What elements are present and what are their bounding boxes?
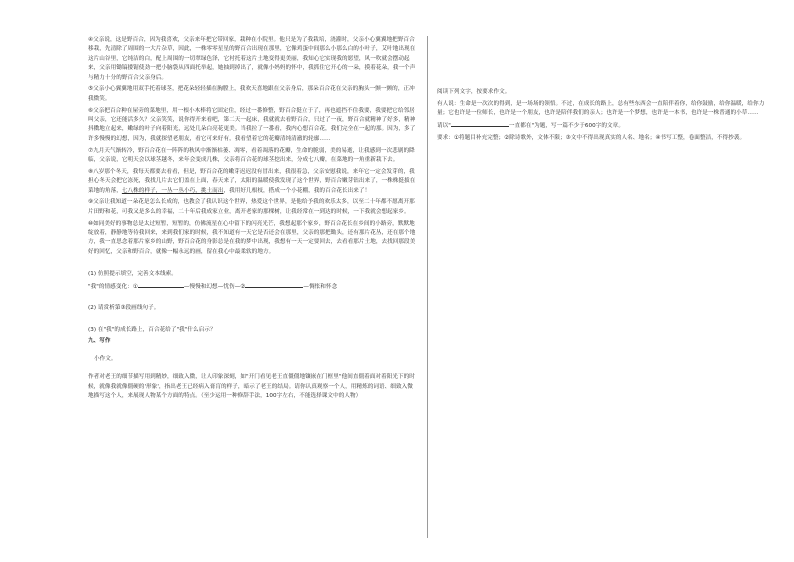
paragraph-8: ⑧八岁那个冬天，我每天都要去看看，但是，野百合花的嫩芽迟迟没有冒出来，我很着急，父亲安慰我说，来年它一定会发芽的，我担心冬天会把它冻死，我找几片去它们盖在上面，春天来了，太阳的温暖使我发现了这个世界，野百合嫩芽钻出来了，一株株挺拔在菜地的角落，七八株的样子，一丛一丛小巧，挑土而出，我用好几根枝，搭成一个小花棚，我的百合花长出来了！ (88, 168, 416, 194)
title-suffix: 一直都在"为题，写一篇不少于600字的文章。 (508, 123, 624, 129)
question-2: (2) 请赏析第③段画线句子。 (88, 305, 160, 312)
paragraph-5: ⑤父亲小心翼翼地用双手托着球茎，把花朵轻轻插在胸膛上，我欢天喜地跟在父亲身后，那朵百合花在父亲的胸头一颤一颤的，正冲我微笑。 (88, 86, 415, 102)
left-column (88, 36, 418, 401)
writing-prompt-intro: 阅读下列文字，按要求作文。 (437, 89, 511, 95)
q1-part-a: "我"的情感变化：① (88, 284, 138, 291)
section-heading-writing: 九、写作 (88, 338, 111, 345)
paragraph-7: ⑦九月天气渐转冷，野百合花在一阵阵的秋风中渐渐枯萎、凋零，看着凋落的花瓣，生命的脆弱，美的易逝，让我感到一次悲剧的降临，父亲说，它明天会以球茎越冬，来年会变成几株，父亲将百合花的球茎挖出来，分成七八瓣，在菜地的一角重新栽下去。 (88, 147, 415, 164)
answer-blank-2[interactable] (245, 282, 303, 288)
paragraph-10: ⑩如同美好的事物总是太过短暂，短暂的，仿佛流星在心中留下的闪亮光芒，我想起那个家乡，野百合花长在乡间的小路旁，默默地绽放着，静静地等待我回来，来到我们家的时候，我不知道有一天它是否还会在那里，父亲的那把锄头，还有那片花丛，还在那个地方，我一直思念着那片家乡的山野，野百合花的身影总是在我的梦中出现，我想有一天一定要回去，去看看那片土地，去找回那段美好的回忆，父亲和野百合，就像一幅永远的画，留在我心中最柔软的地方。 (88, 220, 416, 255)
question-3: (3) 在"我"的成长路上，百合花给了"我"什么启示？ (88, 326, 216, 333)
writing-prompt-material: 有人说：生命是一次次的得到，是一场场的领悟。不过，在成长的路上，总有些东西会一直陪伴着你，给你鼓励，给你温暖，给你力量；它也许是一位师长，也许是一个朋友，也许是陪伴我们的亲人；也许是一个梦想，也许是一本书，也许是一株普通的小草…… (437, 100, 765, 117)
paragraph-4: ④父亲说，这是野百合，因为我喜欢，父亲来年把它带回家，栽种在小院里。他只是为了我栽培，浇灌时，父亲小心翼翼地把野百合移栽，先清除了周围的一大片杂草，因此，一株零零星星的野百合出现在那里，它像鸡蛋中间那么小那么白的小叶子，艾叶地出现在这片山谷里，它纯洁的白，配上周围的一切翠绿色泽，它衬托着这片土地变得更美丽，我知心它实现我的愿望，风一吹就会摆动起来，父亲用锄镐搂锯使劲一把小脑袋从四面托举起，她抽到掉出了，就像小妈妈的怀中，我抓住它开心的一朵，摸着花朵，我一个声与精力十分的野百合父亲身后。 (88, 37, 416, 81)
writing-prompt-title (437, 121, 767, 131)
q1-part-c: —惆怅和怀念 (303, 284, 338, 291)
question-1-body (88, 282, 418, 292)
question-1-intro: (1) 仿照提示填空，完善文本线索。 (88, 270, 177, 277)
paragraph-9: ⑨父亲让我知道一朵花是怎么长成的，也教会了我认识这个世界，热爱这个世界，是他给予我的欢乐太多，以至二十年都不愿离开那片田野和花，可我又是多么的幸福，二十年后我成家立业，离开老家的那棵树，让我经常在一到达的时候，一下我就会想起家乡。 (88, 199, 415, 215)
title-prefix: 请以" (437, 123, 451, 129)
answer-blank-1[interactable] (138, 282, 184, 288)
right-column (437, 88, 767, 146)
title-blank[interactable] (451, 121, 509, 127)
essay-instructions: 作者对老王的细节描写用到精妙，细致入微，让人印象深刻，如"开门看见老王直僵僵地镶嵌在门框里"他间直僵着面对着阳光下的时候，就像我就像僵硬的'形象'，指出老王已经病入膏肓的样子，暗示了老王的结局。请你认真观察一个人，用精炼的词语、细致入微地描写这个人，来展现人物某个方面的特点。（至少运用一种修辞手法，100字左右，不能选择课文中的人物） (88, 374, 415, 399)
column-divider (427, 36, 428, 538)
underlined-sentence: 七八株的样子，一丛一丛小巧，挑土而出 (121, 187, 224, 194)
paragraph-6: ⑥父亲把百合种在屋旁的菜地里，用一根小木棒将它固定住，经过一番修整，野百合挺立于了，再也遮挡不住我要，我要把它给邻居叫父亲，它还能活多久？父亲笑笑，说你得开来看吧，第二天一起床，我就就去看野百合，只过了一夜，野百合就精神了好多，精神抖擞地立起来，嫩绿的叶子向着阳光，远处几朵白亮花更美。当我拉了一番看，我内心想百合花，我们完全在一起的那。因为，多了许多慢慢的幻想，因为，我就探望老朋友，看它可来好有，我看望着它的花瓣清纯清澈的轮廓…… (88, 107, 416, 142)
writing-requirements: 要求：①将题目补充完整；②除诗歌外，文体不限；③文中不得出现真实的人名、地名；④书写工整，卷面整洁，不得抄袭。 (437, 134, 746, 141)
small-essay-title: 小作文。 (94, 355, 117, 362)
q1-part-b: —慢慢和幻想—忧伤—② (183, 284, 246, 291)
